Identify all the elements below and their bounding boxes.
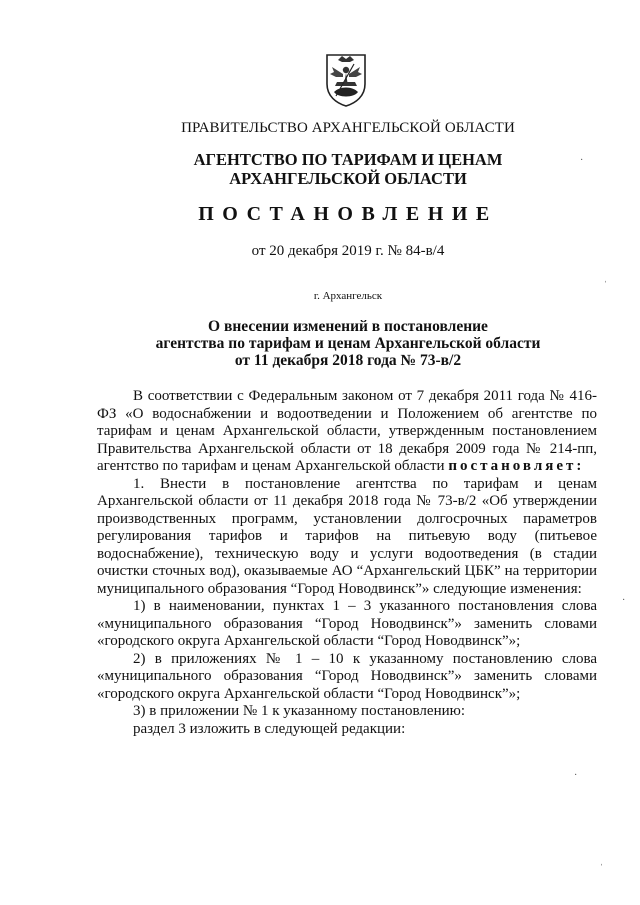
- document-body: [97, 388, 597, 738]
- scan-speck: ·: [574, 770, 578, 781]
- scan-speck: ˌ: [604, 272, 608, 283]
- scan-speck: ˌ: [600, 855, 604, 866]
- subitem-3-paragraph: 3) в приложении № 1 к указанному постановлению:: [133, 703, 465, 719]
- city-name: г. Архангельск: [313, 290, 383, 302]
- subject-line3: от 11 декабря 2018 года № 73-в/2: [234, 352, 462, 369]
- subitem-2-paragraph: 2) в приложениях № 1 – 10 к указанному постановлению слова «муниципального образования “Город Новодвинск”» заменить словами «городского округа Архангельской области “Город Новодвинск”»;: [97, 650, 597, 702]
- agency-name: [28, 150, 640, 188]
- subitem-3a-paragraph: раздел 3 изложить в следующей редакции:: [133, 720, 406, 737]
- resolves-verb: постановляет:: [448, 458, 585, 474]
- coat-of-arms-emblem: [324, 52, 368, 108]
- scan-speck: ·: [622, 595, 626, 606]
- intro-paragraph: [97, 388, 597, 476]
- intro-text: В соответствии с Федеральным законом от 7 декабря 2011 года № 416-ФЗ «О водоснабжении и водоотведении и Положением об агентстве по тарифам и ценам Архангельской области, утвержденным постановлением Правительства Архангельской области от 18 декабря 2009 года № 214-пп, агентство по тарифам и ценам Архангельской области: [97, 388, 597, 474]
- document-type-title: ПОСТАНОВЛЕНИЕ: [198, 203, 498, 225]
- subject-line2: агентства по тарифам и ценам Архангельской области: [155, 335, 541, 352]
- scan-speck: ·: [580, 155, 584, 166]
- subitem-1-paragraph: 1) в наименовании, пунктах 1 – 3 указанного постановления слова «муниципального образования “Город Новодвинск”» заменить словами «городского округа Архангельской области “Город Новодвинск”»;: [97, 598, 597, 649]
- subject-line1: О внесении изменений в постановление: [208, 318, 488, 335]
- date-and-number: от 20 декабря 2019 г. № 84-в/4: [251, 243, 445, 259]
- agency-name-line2: АРХАНГЕЛЬСКОЙ ОБЛАСТИ: [229, 169, 467, 188]
- item-1-paragraph: 1. Внести в постановление агентства по тарифам и ценам Архангельской области от 11 декабря 2018 года № 73-в/2 «Об утверждении производственных программ, установлении долгосрочных параметров регулирования тарифов и тарифов на питьевую воду (питьевое водоснабжение), техническую воду и услуги водоотведения (в стадии очистки сточных вод), оказываемые АО “Архангельский ЦБК” на территории муниципального образования “Город Новодвинск”» следующие изменения:: [97, 475, 597, 597]
- government-name: ПРАВИТЕЛЬСТВО АРХАНГЕЛЬСКОЙ ОБЛАСТИ: [181, 120, 515, 136]
- agency-name-line1: АГЕНТСТВО ПО ТАРИФАМ И ЦЕНАМ: [193, 150, 503, 169]
- document-subject: [28, 318, 640, 369]
